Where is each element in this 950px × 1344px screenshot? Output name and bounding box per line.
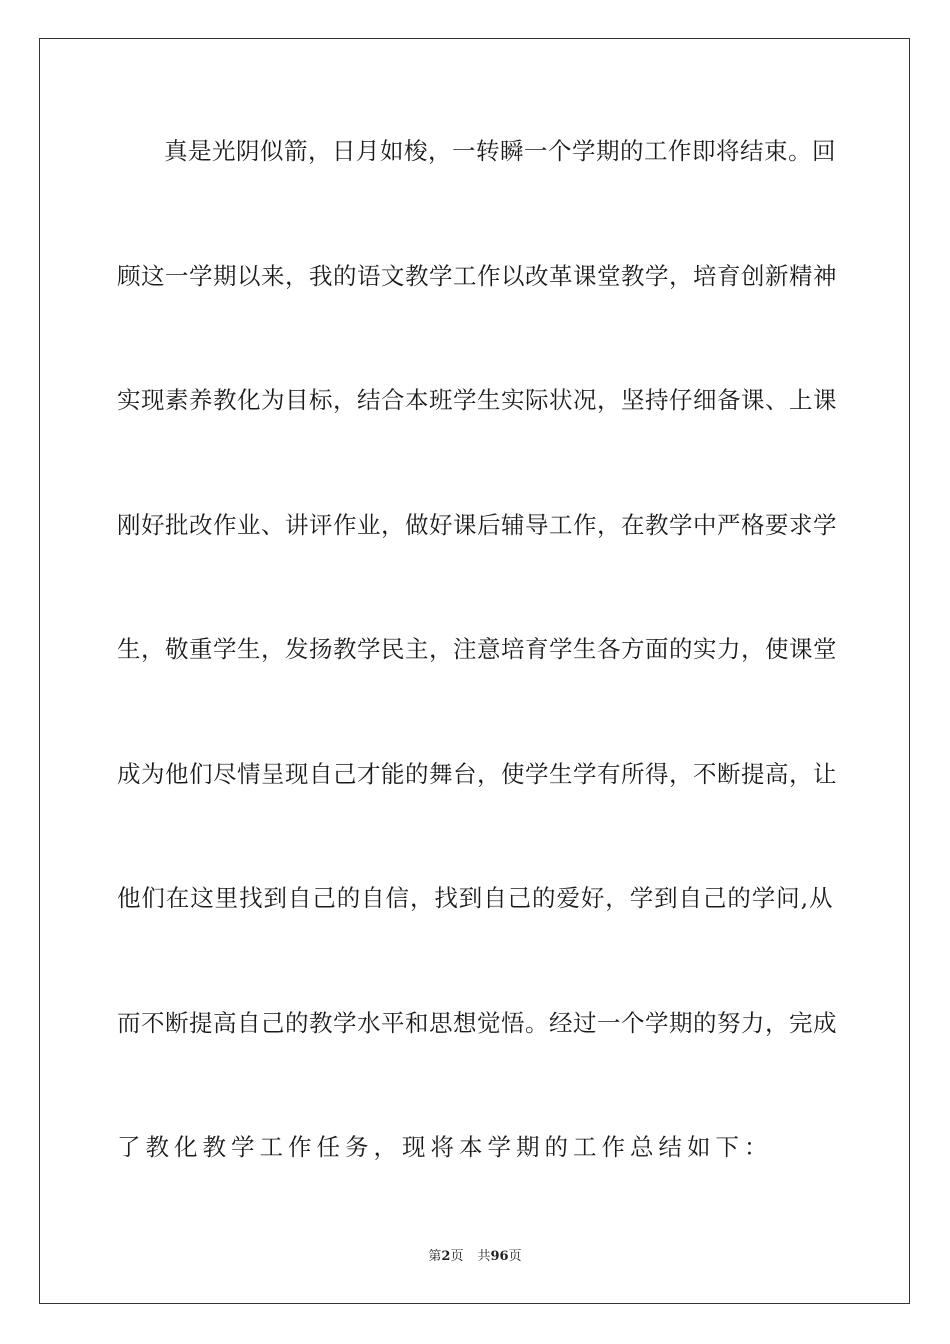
page-number-current: 2	[441, 1249, 451, 1264]
page-number-suffix: 页	[450, 1249, 464, 1264]
paragraph-line-2: 顾这一学期以来，我的语文教学工作以改革课堂教学，培育创新精神	[117, 261, 837, 290]
page-number-prefix: 第	[428, 1249, 442, 1264]
paragraph-line-5: 生，敬重学生，发扬教学民主，注意培育学生各方面的实力，使课堂	[117, 635, 837, 663]
document-body	[117, 124, 837, 1245]
page-footer	[0, 1245, 950, 1264]
page-total-count: 96	[490, 1249, 509, 1264]
page-total-prefix: 共	[477, 1249, 491, 1264]
paragraph-line-4: 刚好批改作业、讲评作业，做好课后辅导工作，在教学中严格要求学	[117, 510, 837, 539]
paragraph-line-9: 了教化教学工作任务，现将本学期的工作总结如下：	[117, 1133, 773, 1161]
paragraph-line-1: 真是光阴似箭，日月如梭，一转瞬一个学期的工作即将结束。回	[164, 137, 836, 165]
paragraph-line-6: 成为他们尽情呈现自己才能的舞台，使学生学有所得，不断提高，让	[117, 759, 837, 788]
page-total-suffix: 页	[508, 1249, 522, 1264]
paragraph-line-3: 实现素养教化为目标，结合本班学生实际状况，坚持仔细备课、上课	[117, 386, 837, 414]
paragraph-line-7: 他们在这里找到自己的自信，找到自己的爱好，学到自己的学问,从	[117, 884, 833, 912]
paragraph-line-8: 而不断提高自己的教学水平和思想觉悟。经过一个学期的努力，完成	[117, 1008, 837, 1037]
